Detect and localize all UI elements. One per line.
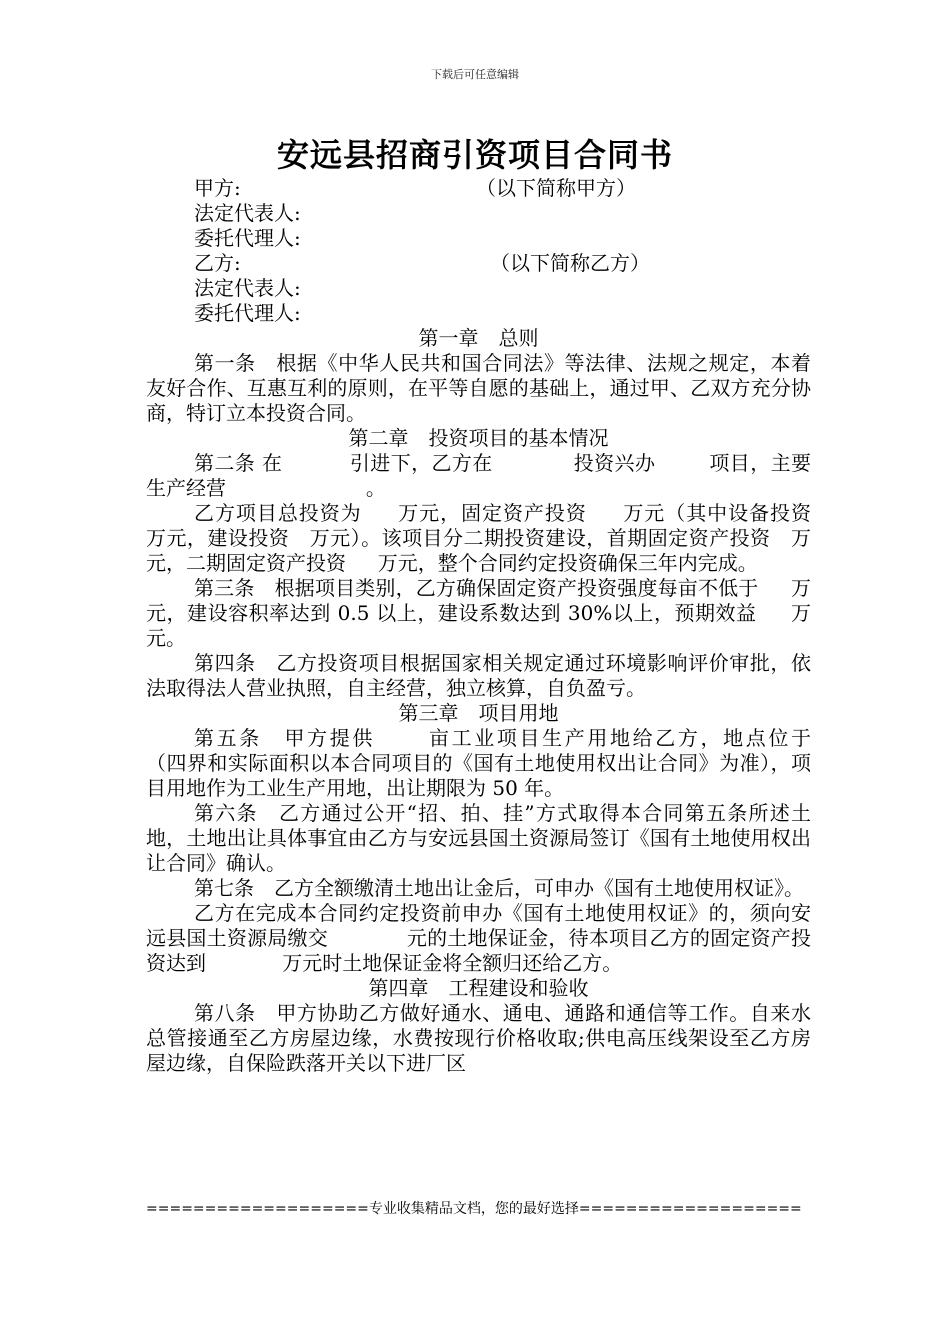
chapter-4-heading: 第四章 工程建设和验收 — [368, 976, 589, 1000]
article-4: 第四条 乙方投资项目根据国家相关规定通过环境影响评价审批，依法取得法人营业执照，自主经营，独立核算，自负盈亏。 — [146, 651, 811, 700]
party-b-note: （以下简称乙方） — [490, 251, 650, 275]
article-2: 第二条 在 引进下，乙方在 投资兴办 项目，主要生产经营 。 — [146, 451, 811, 500]
article-2-investment: 乙方项目总投资为 万元，固定资产投资 万元（其中设备投资 万元，建设投资 万元）。该项目分二期投资建设，首期固定资产投资 万元，二期固定资产投资 万元，整个合同约定投资确保三年内完成。 — [146, 501, 831, 575]
document-title: 安远县招商引资项目合同书 — [276, 136, 673, 174]
party-a-line — [146, 176, 811, 201]
article-8: 第八条 甲方协助乙方做好通水、通电、通路和通信等工作。自来水总管接通至乙方房屋边缘，水费按现行价格收取;供电高压线架设至乙方房屋边缘，自保险跌落开关以下进厂区 — [146, 1001, 811, 1075]
contract-body — [146, 176, 888, 1076]
article-7: 第七条 乙方全额缴清土地出让金后，可申办《国有土地使用权证》。 — [194, 876, 804, 900]
chapter-1-heading: 第一章 总则 — [418, 326, 539, 350]
article-3: 第三条 根据项目类别，乙方确保固定资产投资强度每亩不低于 万元，建设容积率达到 0.5 以上，建设系数达到 30%以上，预期效益 万元。 — [146, 576, 811, 650]
party-b-line — [146, 251, 811, 276]
page-footer: ===================专业收集精品文档，您的最好选择=================== — [146, 1201, 802, 1217]
party-a-agent: 委托代理人: — [194, 226, 301, 250]
article-6: 第六条 乙方通过公开“招、拍、挂”方式取得本合同第五条所述土地，土地出让具体事宜由乙方与安远县国土资源局签订《国有土地使用权出让合同》确认。 — [146, 801, 811, 875]
page-header-note: 下载后可任意编辑 — [431, 68, 519, 81]
party-a-note: （以下简称甲方） — [476, 176, 636, 200]
party-a-rep: 法定代表人: — [194, 201, 301, 225]
article-7-deposit: 乙方在完成本合同约定投资前申办《国有土地使用权证》的，须向安远县国土资源局缴交 元的土地保证金，待本项目乙方的固定资产投资达到 万元时土地保证金将全额归还给乙方。 — [146, 901, 811, 975]
article-5: 第五条 甲方提供 亩工业项目生产用地给乙方，地点位于 （四界和实际面积以本合同项目的《国有土地使用权出让合同》为准），项目用地作为工业生产用地，出让期限为 50 年。 — [146, 726, 888, 800]
party-b-rep: 法定代表人: — [194, 276, 301, 300]
article-1: 第一条 根据《中华人民共和国合同法》等法律、法规之规定，本着友好合作、互惠互利的原则，在平等自愿的基础上，通过甲、乙双方充分协商，特订立本投资合同。 — [146, 351, 811, 425]
party-b-label: 乙方: — [194, 251, 241, 275]
chapter-3-heading: 第三章 项目用地 — [398, 701, 559, 725]
party-a-label: 甲方: — [194, 176, 241, 200]
chapter-2-heading: 第二章 投资项目的基本情况 — [348, 426, 609, 450]
party-b-agent: 委托代理人: — [194, 301, 301, 325]
